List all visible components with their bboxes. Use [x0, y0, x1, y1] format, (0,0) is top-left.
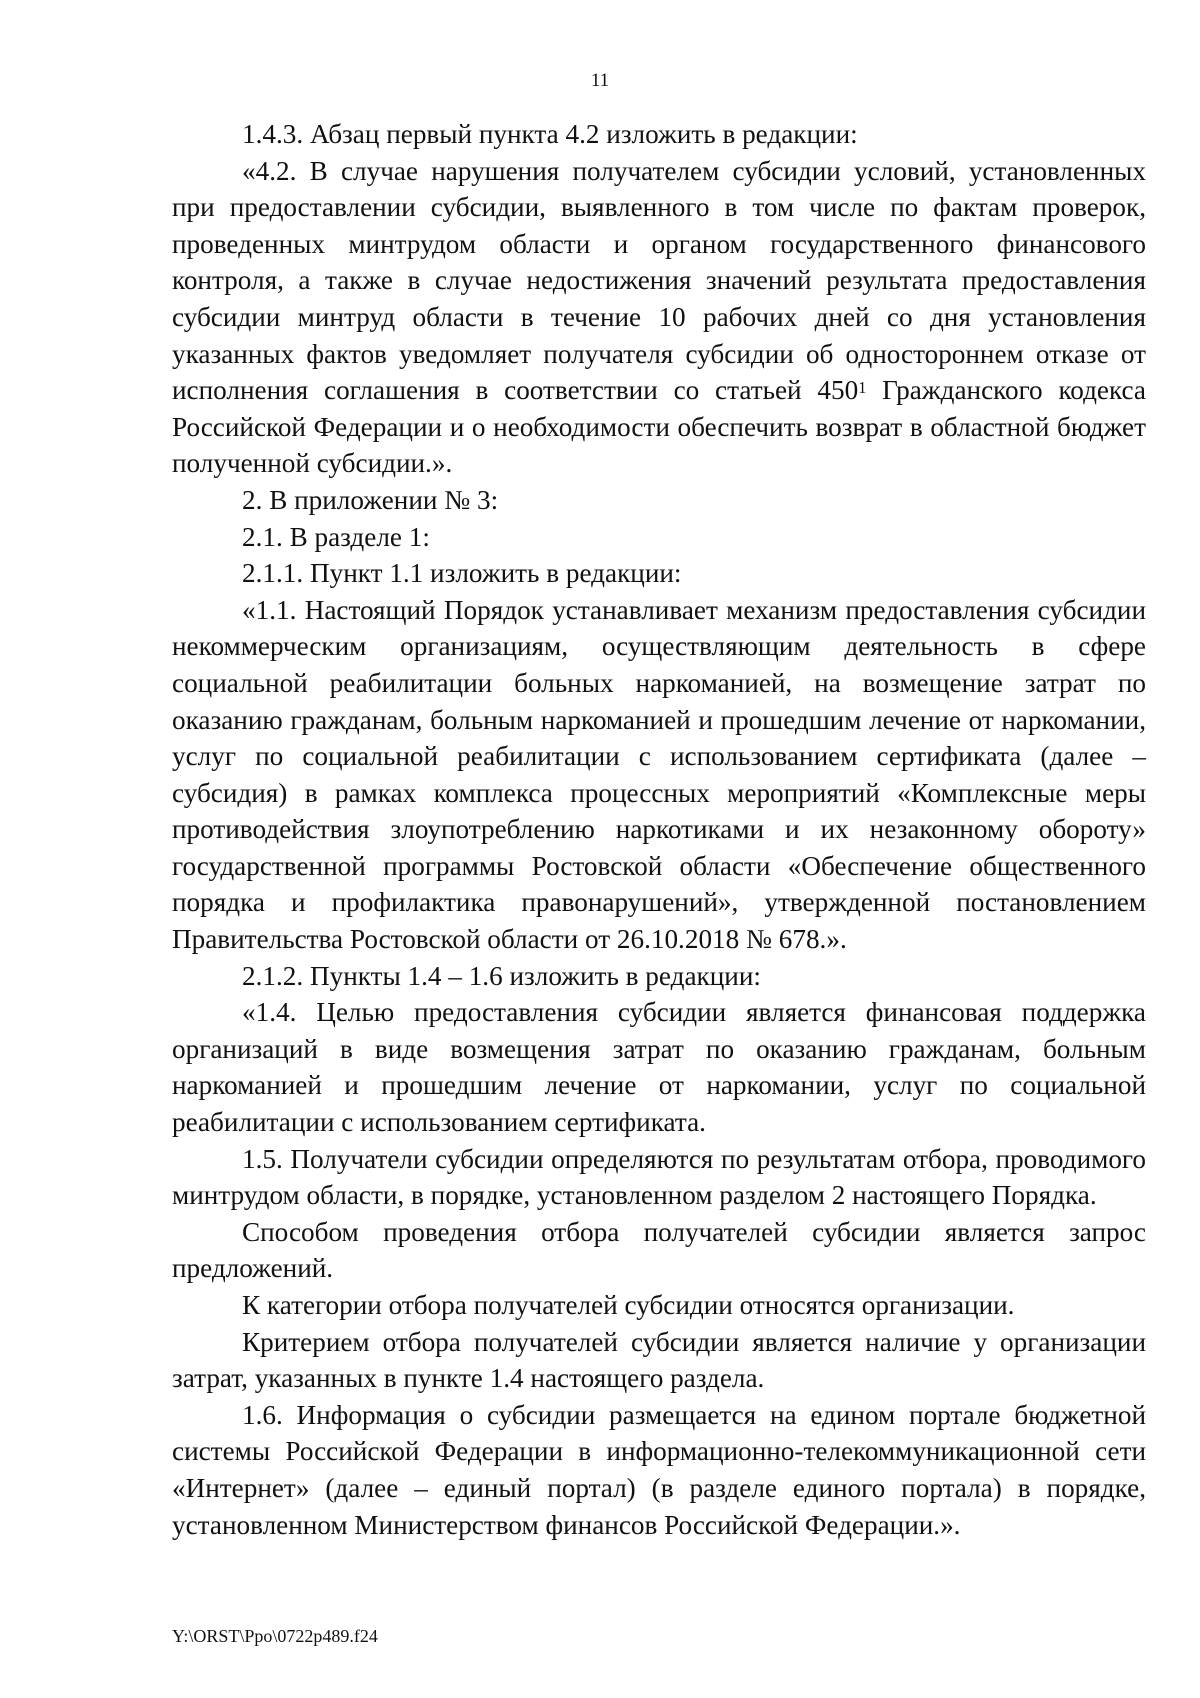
document-body — [172, 116, 1146, 1543]
page-number: 11 — [590, 70, 610, 91]
paragraph: «1.4. Целью предоставления субсидии является финансовая поддержка организаций в виде возмещения затрат по оказанию гражданам, больным наркоманией и прошедшим лечение от наркомании, услуг по социальной реабилитации с использованием сертификата. — [172, 997, 1146, 1138]
paragraph: 2.1.2. Пункты 1.4 – 1.6 изложить в редакции: — [242, 960, 761, 991]
paragraph: 2.1. В разделе 1: — [242, 521, 430, 552]
paragraph: «1.1. Настоящий Порядок устанавливает механизм предоставления субсидии некоммерческим организациям, осуществляющим деятельность в сфере социальной реабилитации больных наркоманией, на возмещение затрат по оказанию гражданам, больным наркоманией и прошедшим лечение от наркомании, услуг по социальной реабилитации с использованием сертификата (далее – субсидия) в рамках комплекса процессных мероприятий «Комплексные меры противодействия злоупотреблению наркотиками и их незаконному обороту» государственной программы Ростовской области «Обеспечение общественного порядка и профилактика правонарушений», утвержденной постановлением Правительства Ростовской области от 26.10.2018 № 678.». — [172, 594, 1146, 955]
paragraph: «4.2. В случае нарушения получателем субсидии условий, установленных при предоставлении субсидии, выявленного в том числе по фактам проверок, проведенных минтрудом области и органом государственного финансового контроля, а также в случае недостижения значений результата предоставления субсидии минтруд области в течение 10 рабочих дней со дня установления указанных фактов уведомляет получателя субсидии об одностороннем отказе от исполнения соглашения в соответствии со статьей $450^1$ Гражданского кодекса Российской Федерации и о необходимости обеспечить возврат в областной бюджет полученной субсидии.». — [172, 155, 1146, 479]
file-path-footer: Y:\ORST\Ppo\0722p489.f24 — [172, 1626, 378, 1646]
paragraph: 2.1.1. Пункт 1.1 изложить в редакции: — [242, 558, 682, 589]
paragraph: К категории отбора получателей субсидии относятся организации. — [242, 1290, 1015, 1320]
paragraph: 1.5. Получатели субсидии определяются по результатам отбора, проводимого минтрудом области, в порядке, установленном разделом 2 настоящего Порядка. — [172, 1143, 1146, 1211]
paragraph: 1.4.3. Абзац первый пункта 4.2 изложить в редакции: — [242, 119, 858, 149]
superscript: 1 — [858, 378, 867, 398]
paragraph: 2. В приложении № 3: — [242, 484, 499, 515]
paragraph: Критерием отбора получателей субсидии является наличие у организации затрат, указанных в пункте 1.4 настоящего раздела. — [172, 1326, 1146, 1394]
paragraph: Способом проведения отбора получателей субсидии является запрос предложений. — [172, 1216, 1146, 1284]
paragraph: 1.6. Информация о субсидии размещается на едином портале бюджетной системы Российской Федерации в информационно-телекоммуникационной сети «Интернет» (далее – единый портал) (в разделе единого портала) в порядке, установленном Министерством финансов Российской Федерации.». — [172, 1399, 1146, 1540]
